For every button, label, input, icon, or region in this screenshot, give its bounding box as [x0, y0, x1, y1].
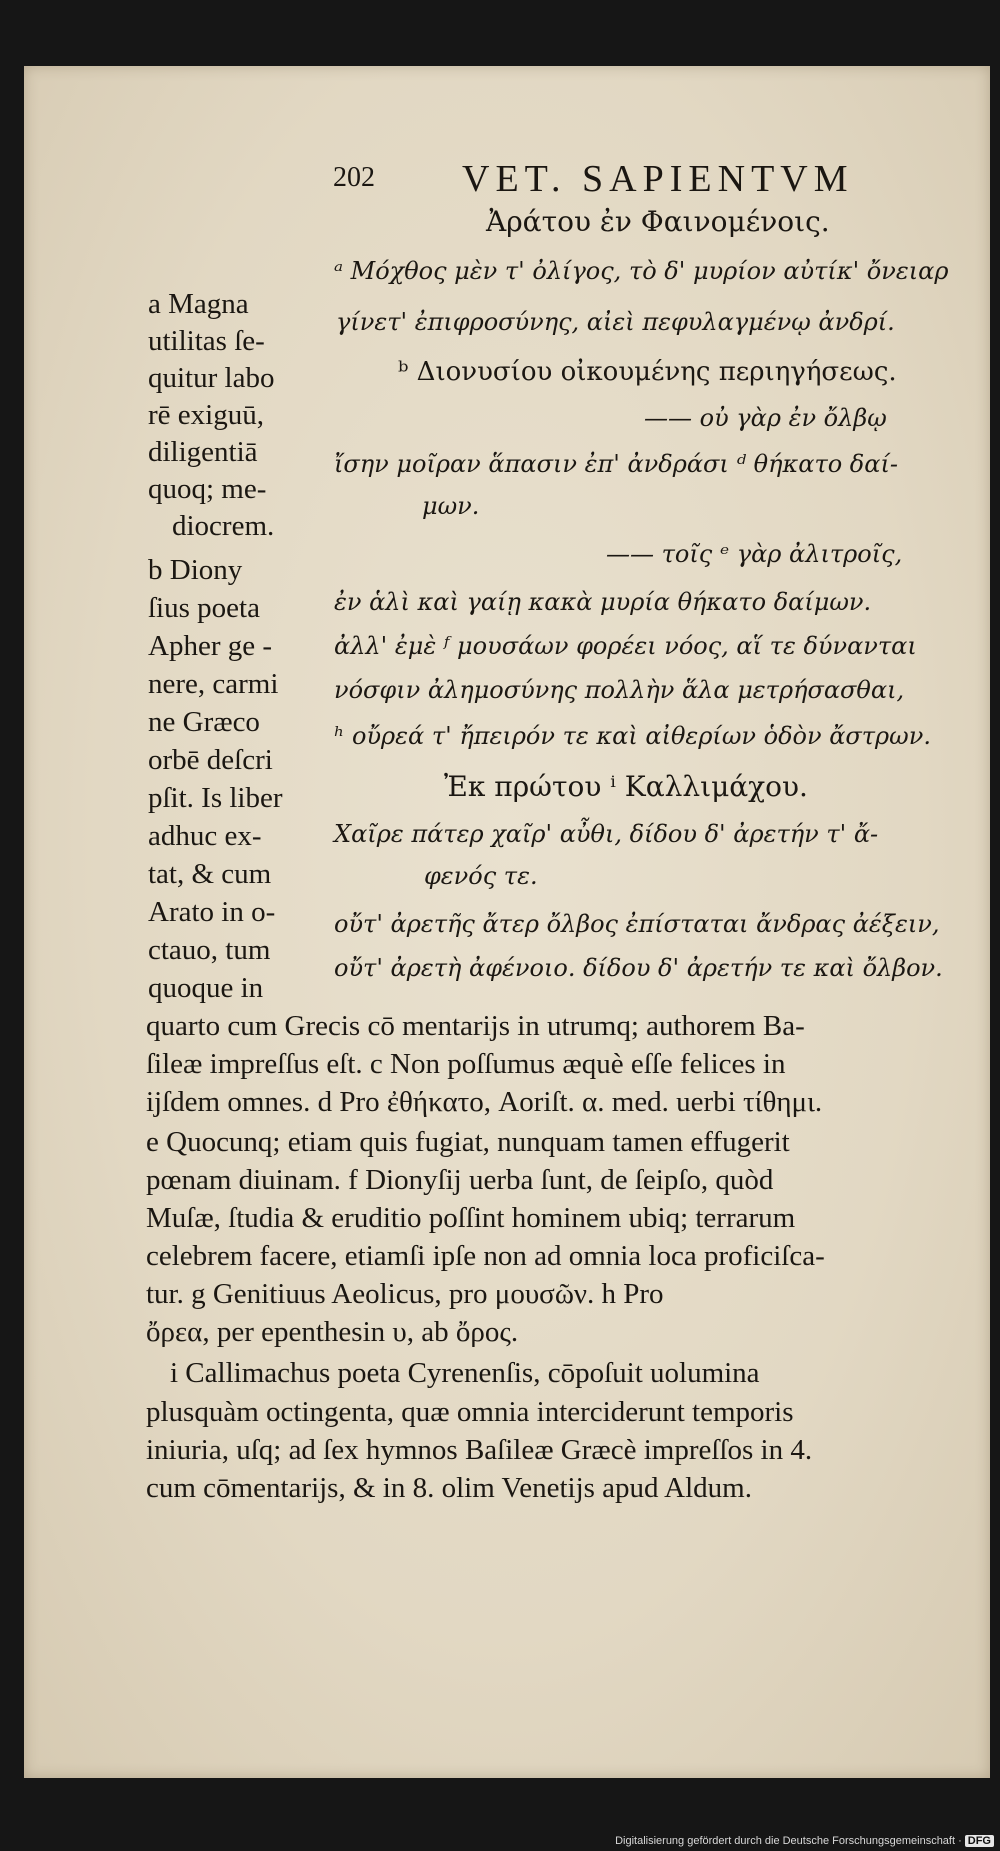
body-line: pœnam diuinam. f Dionyſij uerba ſunt, de ſeipſo, quòd: [146, 1164, 774, 1196]
sidenote-line: b Diony: [148, 554, 243, 586]
greek-line: ἀλλ' ἐμὲ ᶠ μουσάων φορέει νόος, αἵ τε δύνανται: [334, 632, 917, 660]
greek-line: ᵇ Διονυσίου οἰκουμένης περιηγήσεως.: [398, 357, 897, 387]
sidenote-line: ſius poeta: [148, 592, 260, 624]
sidenote-line: Arato in o-: [148, 896, 276, 928]
sidenote-line: diligentiā: [148, 436, 258, 468]
body-line: i Callimachus poeta Cyrenenſis, cōpoſuit uolumina: [170, 1357, 760, 1389]
greek-line: Χαῖρε πάτερ χαῖρ' αὖθι, δίδου δ' ἀρετήν τ' ἄ-: [334, 820, 879, 848]
greek-line: ἴσην μοῖραν ἅπασιν ἐπ' ἀνδράσι ᵈ θήκατο δαί-: [334, 450, 898, 478]
dfg-logo-icon: DFG: [965, 1835, 994, 1847]
greek-line: —— οὐ γὰρ ἐν ὄλβῳ: [644, 404, 887, 432]
greek-line: οὔτ' ἀρετὴ ἀφένοιο. δίδου δ' ἀρετήν τε καὶ ὄλβον.: [334, 954, 943, 982]
sidenote-line: diocrem.: [172, 510, 275, 542]
sidenote-line: a Magna: [148, 288, 249, 320]
greek-line: —— τοῖς ᵉ γὰρ ἀλιτροῖς,: [606, 540, 903, 568]
body-line: e Quocunq; etiam quis fugiat, nunquam tamen effugerit: [146, 1126, 790, 1158]
sidenote-line: utilitas ſe-: [148, 325, 265, 357]
greek-line: γίνετ' ἐπιφροσύνης, αἰεὶ πεφυλαγμένῳ ἀνδρί.: [336, 308, 895, 336]
greek-line: ᵃ Μόχθος μὲν τ' ὀλίγος, τὸ δ' μυρίον αὐτίκ' ὄνειαρ: [334, 257, 949, 285]
body-line: ſileæ impreſſus eſt. c Non poſſumus æquè eſſe felices in: [146, 1048, 786, 1080]
greek-line: οὔτ' ἀρετῆς ἄτερ ὄλβος ἐπίσταται ἄνδρας ἀέξειν,: [334, 910, 940, 938]
greek-line: φενός τε.: [424, 862, 538, 890]
body-line: Muſæ, ſtudia & eruditio poſſint hominem ubiq; terrarum: [146, 1202, 796, 1234]
body-line: iniuria, uſq; ad ſex hymnos Baſileæ Græcè impreſſos in 4.: [146, 1434, 813, 1466]
greek-line: μων.: [422, 492, 480, 520]
greek-heading-callimachus: Ἐκ πρώτου ⁱ Καλλιμάχου.: [444, 770, 808, 803]
body-line: quarto cum Grecis cō mentarijs in utrumq; authorem Ba-: [146, 1010, 805, 1042]
greek-line: ʰ οὔρεά τ' ἤπειρόν τε καὶ αἰθερίων ὁδὸν ἄστρων.: [334, 722, 931, 750]
body-line: plusquàm octingenta, quæ omnia interciderunt temporis: [146, 1396, 794, 1428]
sidenote-line: pſit. Is liber: [148, 782, 283, 814]
sidenote-line: quoque in: [148, 972, 264, 1004]
sidenote-line: orbē deſcri: [148, 744, 273, 776]
running-title: VET. SAPIENTVM: [462, 158, 854, 200]
greek-line: νόσφιν ἀλημοσύνης πολλὴν ἅλα μετρήσασθαι,: [334, 676, 905, 704]
footer-text: Digitalisierung gefördert durch die Deutsche Forschungsgemeinschaft ·: [615, 1835, 962, 1847]
body-line: cum cōmentarijs, & in 8. olim Venetijs apud Aldum.: [146, 1472, 752, 1504]
body-line: tur. g Genitiuus Aeolicus, pro μουσῶν. h Pro: [146, 1278, 664, 1310]
greek-heading-aratus: Ἀράτου ἐν Φαινομένοις.: [486, 205, 830, 238]
body-line: celebrem facere, etiamſi ipſe non ad omnia loca proficiſca-: [146, 1240, 825, 1272]
sidenote-line: tat, & cum: [148, 858, 272, 890]
sidenote-line: rē exiguū,: [148, 399, 264, 431]
digitization-credit: [615, 1835, 994, 1847]
sidenote-line: adhuc ex-: [148, 820, 262, 852]
body-line: ijſdem omnes. d Pro ἐθήκατο, Aoriſt. α. med. uerbi τίθημι.: [146, 1086, 823, 1118]
sidenote-line: nere, carmi: [148, 668, 279, 700]
page-number: 202: [333, 162, 375, 193]
body-line: ὄρεα, per epenthesin υ, ab ὄρος.: [146, 1316, 519, 1348]
sidenote-line: quitur labo: [148, 362, 275, 394]
sidenote-line: Apher ge -: [148, 630, 273, 662]
sidenote-line: ne Græco: [148, 706, 260, 738]
greek-line: ἐν ἁλὶ καὶ γαίῃ κακὰ μυρία θήκατο δαίμων.: [334, 588, 872, 616]
sidenote-line: quoq; me-: [148, 473, 267, 505]
sidenote-line: ctauo, tum: [148, 934, 271, 966]
